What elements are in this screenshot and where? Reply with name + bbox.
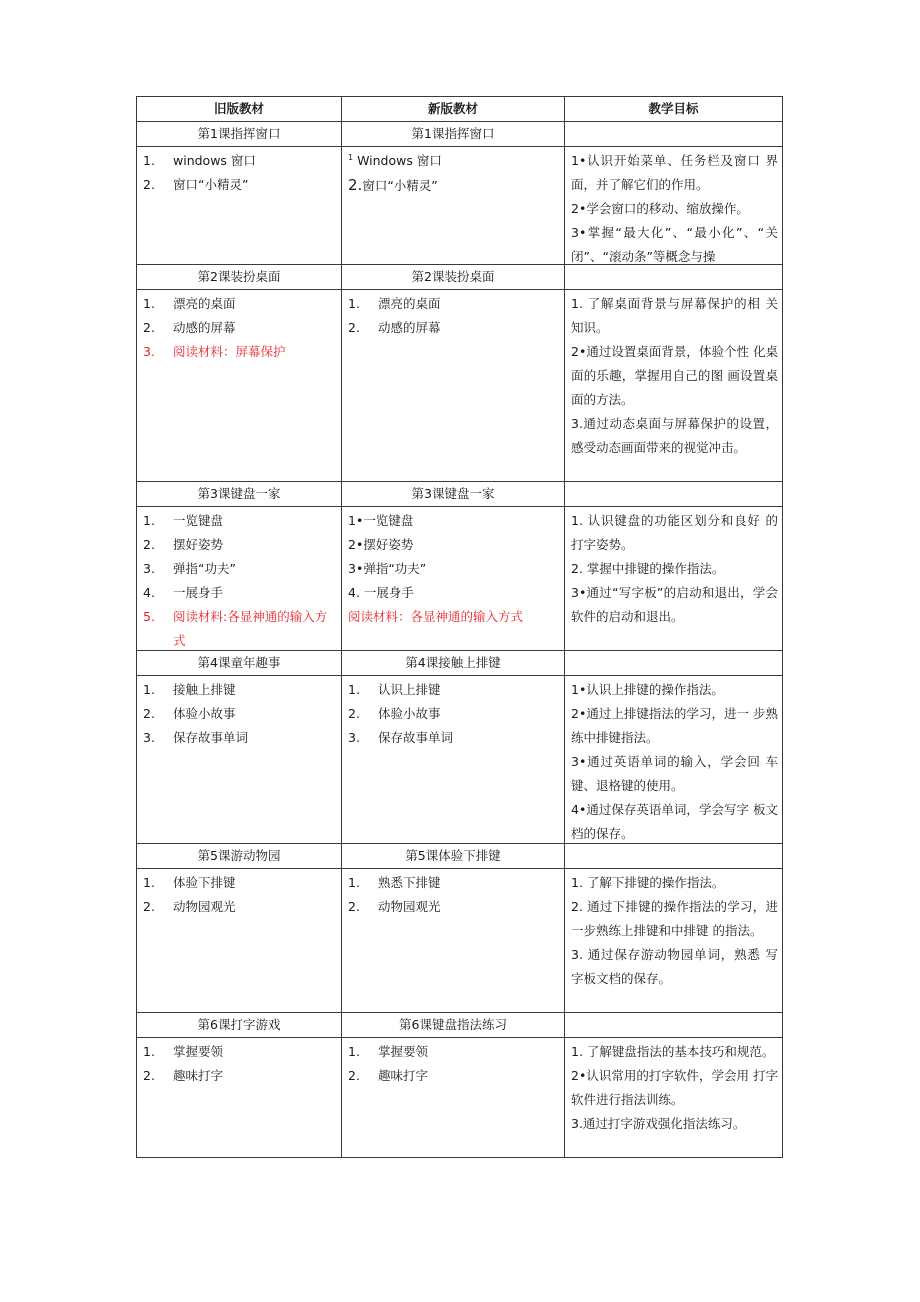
new-lesson-title: 第3课键盘一家 [342,482,565,507]
new-items-cell [342,869,565,1013]
new-lesson-title: 第4课接触上排键 [342,651,565,676]
header-old-textbook: 旧版教材 [137,97,342,122]
lesson-title-row [137,1013,783,1038]
list-item: 1. 漂亮的桌面 [143,296,236,311]
goals-cell [565,507,783,651]
goal-title-empty [565,482,783,507]
lesson-content-row [137,676,783,844]
goal-item: 3.通过动态桌面与屏幕保护的设置，感受动态画面带来的视觉冲击。 [571,416,778,455]
goal-item: 1. 了解下排键的操作指法。 [571,875,725,890]
new-lesson-title: 第5课体验下排键 [342,844,565,869]
list-item: 1. 认识上排键 [348,682,441,697]
goals-cell [565,869,783,1013]
lesson-content-row [137,147,783,265]
goal-item: 2. 通过下排键的操作指法的学习，进一步熟练上排键和中排键 的指法。 [571,899,778,938]
old-lesson-title: 第5课游动物园 [137,844,342,869]
old-items-cell [137,1038,342,1158]
goal-item: 3•通过“写字板”的启动和退出，学会软件的启动和退出。 [571,585,778,624]
goal-item: 1•认识上排键的操作指法。 [571,682,724,697]
goal-item: 2•通过设置桌面背景，体验个性 化桌面的乐趣，掌握用自己的图 画设置桌面的方法。 [571,344,778,407]
old-items-cell [137,290,342,482]
goal-item: 1. 了解键盘指法的基本技巧和规范。 [571,1044,775,1059]
list-item: 4. 一展身手 [143,585,224,600]
goal-item: 1. 了解桌面背景与屏幕保护的相 关知识。 [571,296,778,335]
reading-material-item: 3. 阅读材料：屏幕保护 [143,344,286,359]
goals-cell [565,1038,783,1158]
list-item: 1. windows 窗口 [143,153,256,168]
goal-item: 3•通过英语单词的输入，学会回 车键、退格键的使用。 [571,754,778,793]
list-item: 2•摆好姿势 [348,537,414,552]
goal-item: 2•认识常用的打字软件，学会用 打字软件进行指法训练。 [571,1068,778,1107]
old-items-cell [137,869,342,1013]
goal-item: 2•通过上排键指法的学习，进一 步熟练中排键指法。 [571,706,778,745]
list-item: 2.窗口“小精灵” [348,176,438,194]
goal-title-empty [565,122,783,147]
new-items-cell [342,507,565,651]
list-item: 1. 熟悉下排键 [348,875,441,890]
lesson-title-row [137,265,783,290]
old-lesson-title: 第6课打字游戏 [137,1013,342,1038]
list-item: 2. 动物园观光 [143,899,236,914]
goal-item: 1. 认识键盘的功能区划分和良好 的打字姿势。 [571,513,778,552]
list-item: 2. 体验小故事 [348,706,441,721]
list-item: 1. 一览键盘 [143,513,224,528]
new-items-cell [342,147,565,265]
goal-item: 3. 通过保存游动物园单词，熟悉 写字板文档的保存。 [571,947,778,986]
lesson-title-row [137,651,783,676]
goals-cell [565,147,783,265]
curriculum-comparison-table [136,96,783,1158]
lesson-title-row [137,482,783,507]
old-lesson-title: 第2课装扮桌面 [137,265,342,290]
list-item: 1. 掌握要领 [143,1044,224,1059]
goal-title-empty [565,651,783,676]
goal-item: 2. 掌握中排键的操作指法。 [571,561,725,576]
old-lesson-title: 第4课童年趣事 [137,651,342,676]
goals-cell [565,676,783,844]
lesson-title-row [137,122,783,147]
list-item: 1. 体验下排键 [143,875,236,890]
goal-title-empty [565,844,783,869]
list-item: 1. 接触上排键 [143,682,236,697]
new-items-cell [342,1038,565,1158]
list-item: 3. 弹指“功夫” [143,561,236,576]
goal-title-empty [565,1013,783,1038]
goal-title-empty [565,265,783,290]
list-item: 2. 动物园观光 [348,899,441,914]
goals-cell [565,290,783,482]
new-items-cell [342,290,565,482]
lesson-content-row [137,869,783,1013]
lesson-content-row [137,290,783,482]
list-item: 3•弹指“功夫” [348,561,427,576]
table-header-row [137,97,783,122]
list-item: 1•一览键盘 [348,513,414,528]
list-item: 1. 掌握要领 [348,1044,429,1059]
new-lesson-title: 第1课指挥窗口 [342,122,565,147]
new-items-cell [342,676,565,844]
list-item: 2. 摆好姿势 [143,537,224,552]
list-item: $^1$ Windows 窗口 [348,152,442,168]
list-item: 2. 趣味打字 [348,1068,429,1083]
new-lesson-title: 第2课装扮桌面 [342,265,565,290]
list-item: 2. 动感的屏幕 [348,320,441,335]
lesson-content-row [137,507,783,651]
goal-item: 3.通过打字游戏强化指法练习。 [571,1116,746,1131]
goal-item: 4•通过保存英语单词，学会写字 板文档的保存。 [571,802,778,841]
goal-item: 3•掌握“最大化”、“最小化”、“关 闭”、“滚动条”等概念与操 [571,225,778,264]
list-item: 2. 动感的屏幕 [143,320,236,335]
list-item: 2. 趣味打字 [143,1068,224,1083]
header-teaching-goals: 教学目标 [565,97,783,122]
list-item: 3. 保存故事单词 [348,730,454,745]
old-items-cell [137,676,342,844]
old-items-cell [137,147,342,265]
lesson-content-row [137,1038,783,1158]
new-lesson-title: 第6课键盘指法练习 [342,1013,565,1038]
list-item: 1. 漂亮的桌面 [348,296,441,311]
list-item: 3. 保存故事单词 [143,730,249,745]
lesson-title-row [137,844,783,869]
reading-material-item: 阅读材料：各显神通的输入方式 [348,609,524,624]
list-item: 4. 一展身手 [348,585,414,600]
list-item: 2. 体验小故事 [143,706,236,721]
old-items-cell [137,507,342,651]
reading-material-item: 5. 阅读材料:各显神通的输入方式 [143,609,328,648]
old-lesson-title: 第1课指挥窗口 [137,122,342,147]
goal-item: 2•学会窗口的移动、缩放操作。 [571,201,749,216]
old-lesson-title: 第3课键盘一家 [137,482,342,507]
list-item: 2. 窗口“小精灵” [143,177,249,192]
goal-item: 1•认识开始菜单、任务栏及窗口 界面，并了解它们的作用。 [571,153,778,192]
header-new-textbook: 新版教材 [342,97,565,122]
